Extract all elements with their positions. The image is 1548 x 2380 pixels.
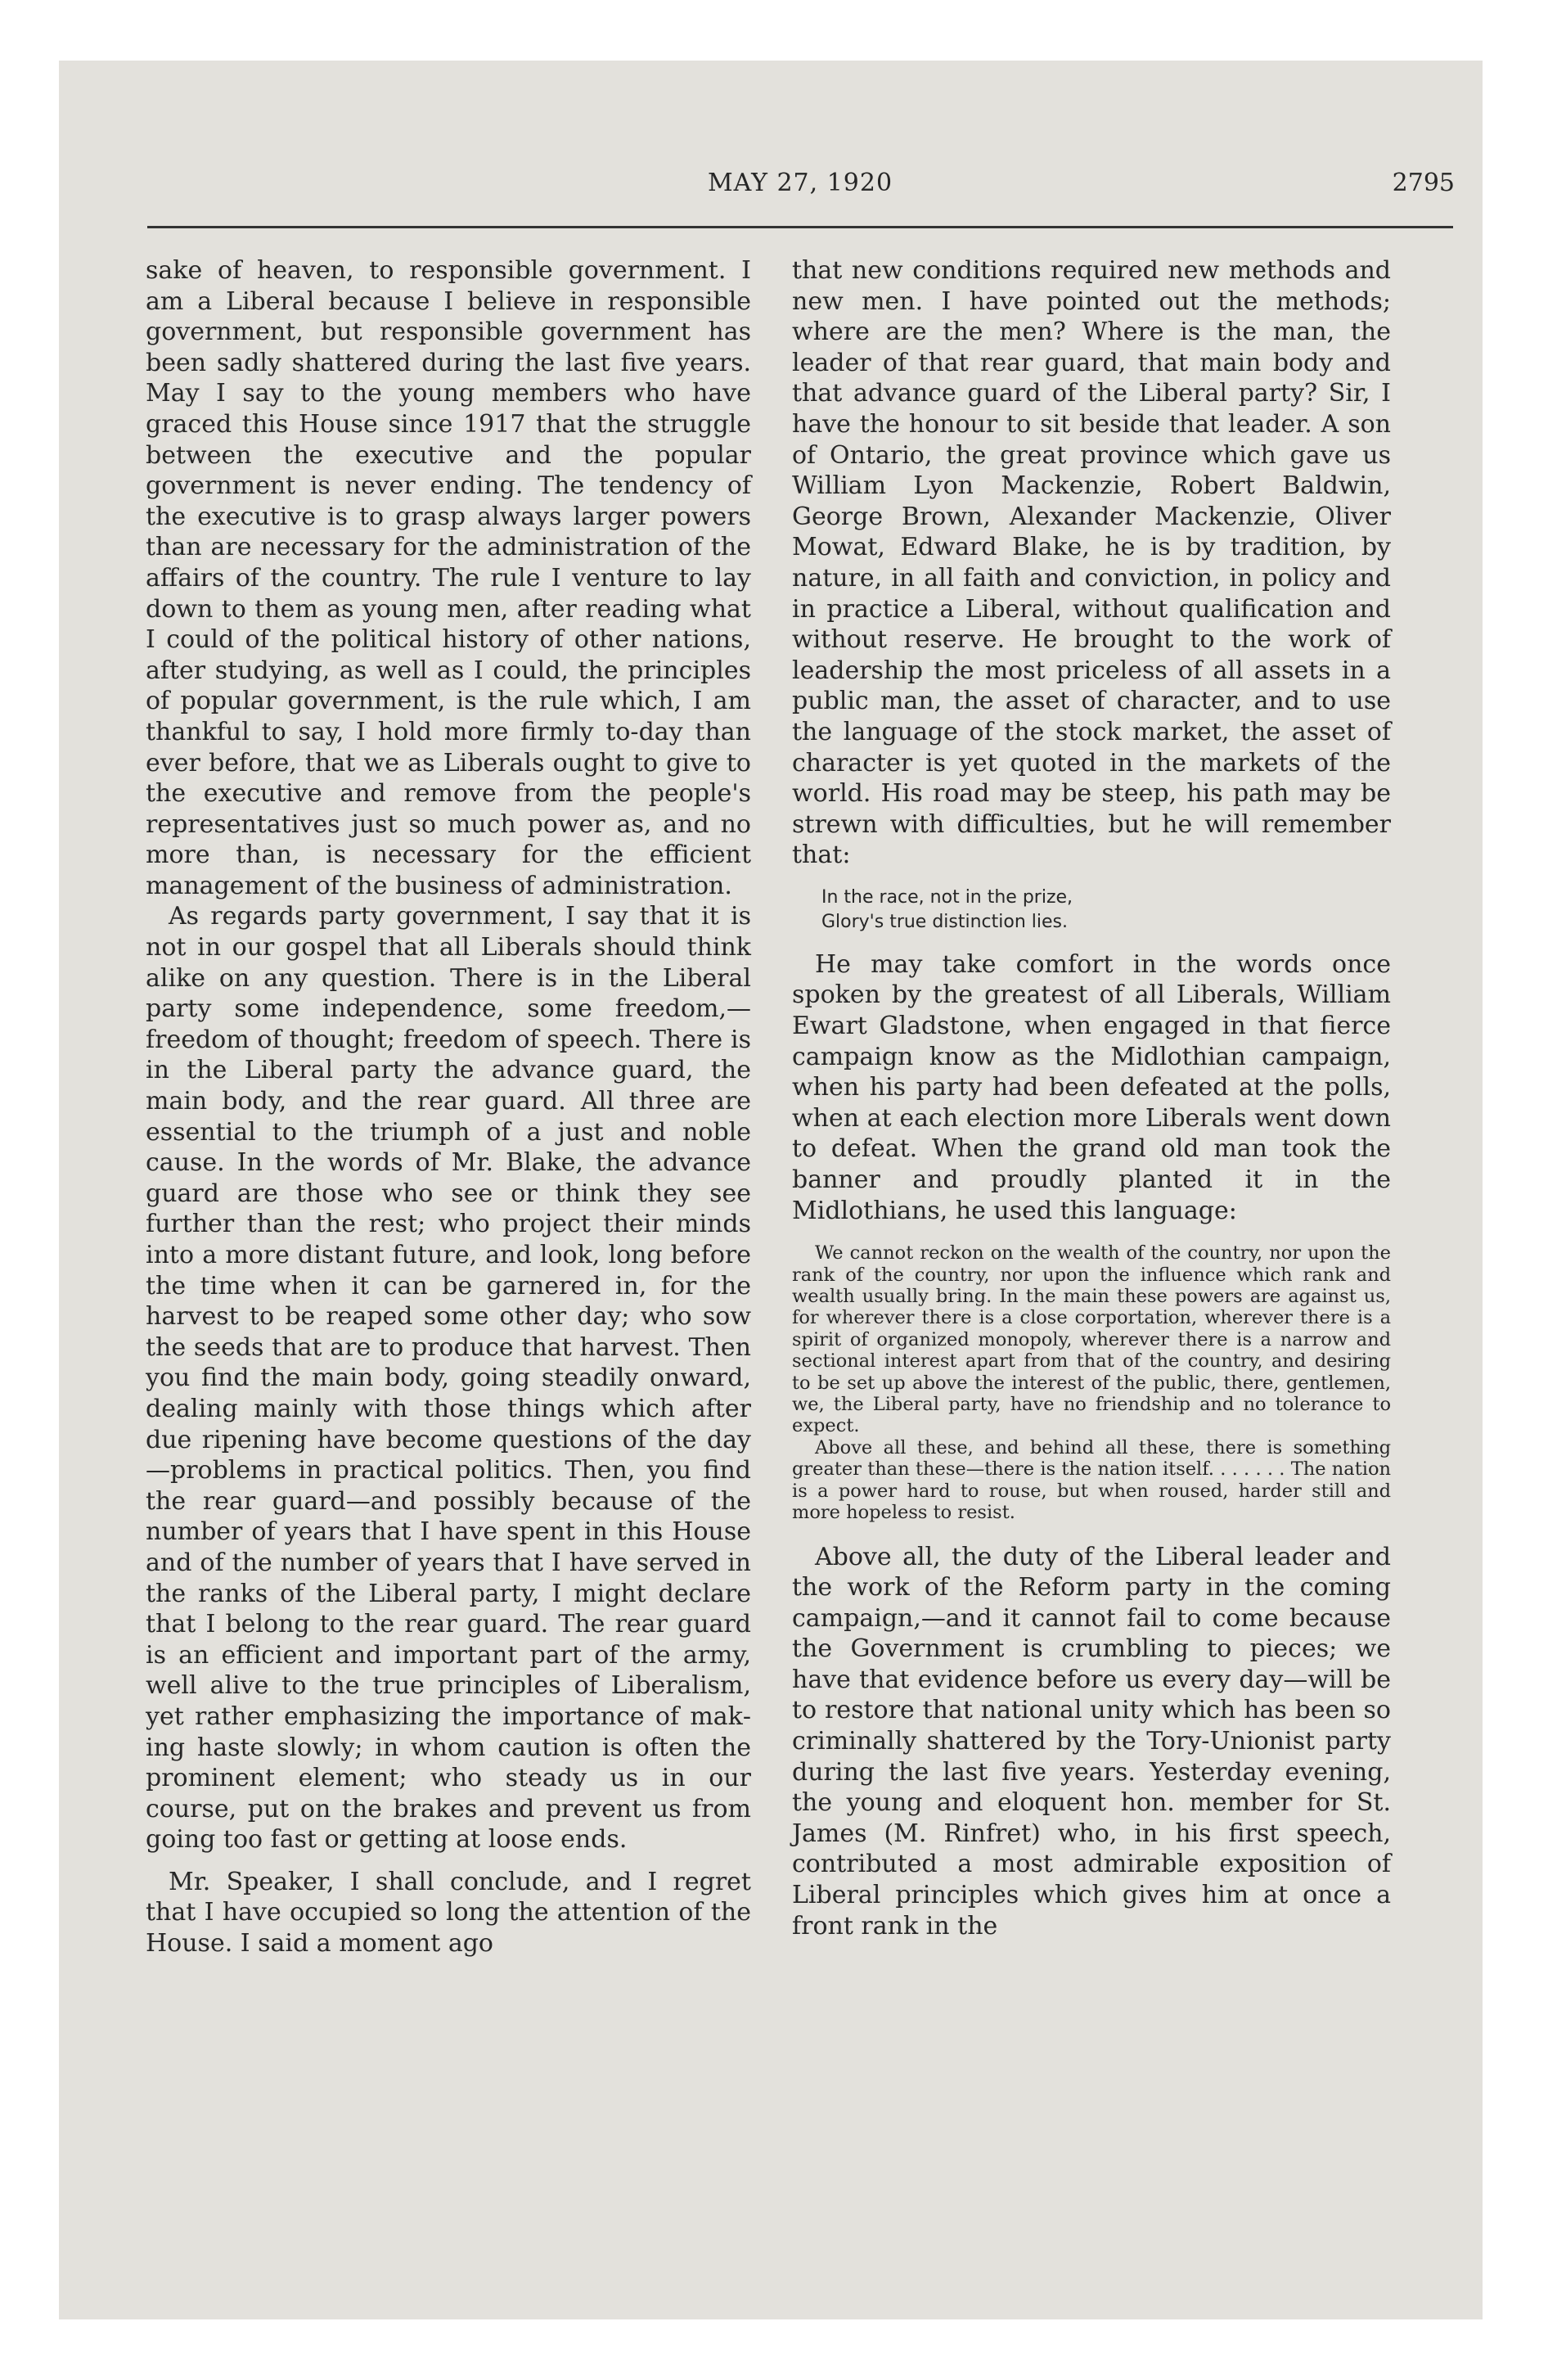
left-column — [146, 255, 751, 1959]
quote-paragraph-1: We cannot reckon on the wealth of the country, nor upon the rank of the country, nor upon the influence which rank and wealth usually bring. In the main these powers are against us, for wherever there is a close corportation, wherever there is a spirit of organized monopoly, wherever there is a narrow and sectional interest apart from that of the country, and desiring to be set up above the interest of the public, there, gentlemen, we, the Liberal party, have no friendship and no tolerance to expect. — [792, 1242, 1391, 1437]
quote-paragraph-2: Above all these, and behind all these, there is something greater than these—there is the nation itself. . . . . . . The nation is a power hard to rouse, but when roused, harder still and more hopeless to resist. — [792, 1436, 1391, 1524]
verse-quotation — [821, 886, 1391, 935]
verse-line-2: Glory's true distinction lies. — [821, 911, 1068, 932]
header-rule — [147, 226, 1453, 228]
scanned-page-background — [59, 61, 1483, 2319]
right-paragraph-2: He may take comfort in the words once spoken by the greatest of all Liberals, William Ewart Gladstone, when engaged in that fierce campaign know as the Midlothian campaign, when his party had been defeated at the polls, when at each election more Liberals went down to defeat. When the grand old man took the banner and proudly planted it in the Midlothians, he used this language: — [792, 949, 1391, 1225]
right-column — [792, 255, 1391, 1941]
left-paragraph-2: As regards party government, I say that it is not in our gospel that all Liberals should think alike on any question. There is in the Liberal party some independence, some freedom,—freedom of thought; freedom of speech. There is in the Liberal party the advance guard, the main body, and the rear guard. All three are essential to the triumph of a just and noble cause. In the words of Mr. Blake, the advance guard are those who see or think they see further than the rest; who project their minds into a more distant future, and look, long before the time when it can be garnered in, for the harvest to be reaped some other day; who sow the seeds that are to produce that harvest. Then you find the main body, going steadily onward, dealing mainly with those things which after due ripening have become questions of the day—problems in practical politics. Then, you find the rear guard—and possibly because of the number of years that I have spent in this House and of the number of years that I have served in the ranks of the Liberal party, I might declare that I belong to the rear guard. The rear guard is an efficient and important part of the army, well alive to the true principles of Liberalism, yet rather emphasizing the importance of making haste slowly; in whom caution is often the prominent element; who steady us in our course, put on the brakes and prevent us from going too fast or getting at loose ends. — [146, 902, 751, 1855]
header-date: MAY 27, 1920 — [707, 169, 893, 197]
left-paragraph-3: Mr. Speaker, I shall conclude, and I regret that I have occupied so long the attention of the House. I said a moment ago — [146, 1867, 751, 1959]
gladstone-quotation — [792, 1242, 1391, 1523]
left-paragraph-1: sake of heaven, to responsible government. I am a Liberal because I believe in responsible government, but responsible government has been sadly shattered during the last five years. May I say to the young members who have graced this House since 1917 that the struggle between the executive and the popular government is never ending. The tendency of the executive is to grasp always larger powers than are necessary for the administration of the affairs of the country. The rule I venture to lay down to them as young men, after reading what I could of the political history of other nations, after studying, as well as I could, the principles of popular government, is the rule which, I am thankful to say, I hold more firmly to-day than ever before, that we as Liberals ought to give to the executive and remove from the people's representatives just so much power as, and no more than, is necessary for the efficient management of the business of administration. — [146, 256, 751, 900]
page-number: 2795 — [1392, 169, 1455, 197]
right-paragraph-3: Above all, the duty of the Liberal leader and the work of the Reform party in the coming campaign,—and it cannot fail to come because the Government is crumbling to pieces; we have that evidence before us every day—will be to restore that national unity which has been so criminally shattered by the Tory-Unionist party during the last five years. Yesterday evening, the young and eloquent hon. member for St. James (M. Rinfret) who, in his first speech, contributed a most admirable exposition of Liberal principles which gives him at once a front rank in the — [792, 1542, 1391, 1941]
running-head — [146, 169, 1455, 218]
document-page — [59, 61, 1483, 2319]
right-paragraph-1: that new conditions required new methods and new men. I have pointed out the methods; where are the men? Where is the man, the leader of that rear guard, that main body and that advance guard of the Liberal party? Sir, I have the honour to sit beside that leader. A son of Ontario, the great province which gave us William Lyon Mackenzie, Robert Baldwin, George Brown, Alexander Mackenzie, Oliver Mowat, Edward Blake, he is by tradition, by nature, in all faith and conviction, in policy and in practice a Liberal, without qualification and without reserve. He brought to the work of leadership the most priceless of all assets in a public man, the asset of character, and to use the language of the stock market, the asset of character is yet quoted in the markets of the world. His road may be steep, his path may be strewn with difficulties, but he will remember that: — [792, 256, 1391, 870]
verse-line-1: In the race, not in the prize, — [821, 886, 1073, 908]
